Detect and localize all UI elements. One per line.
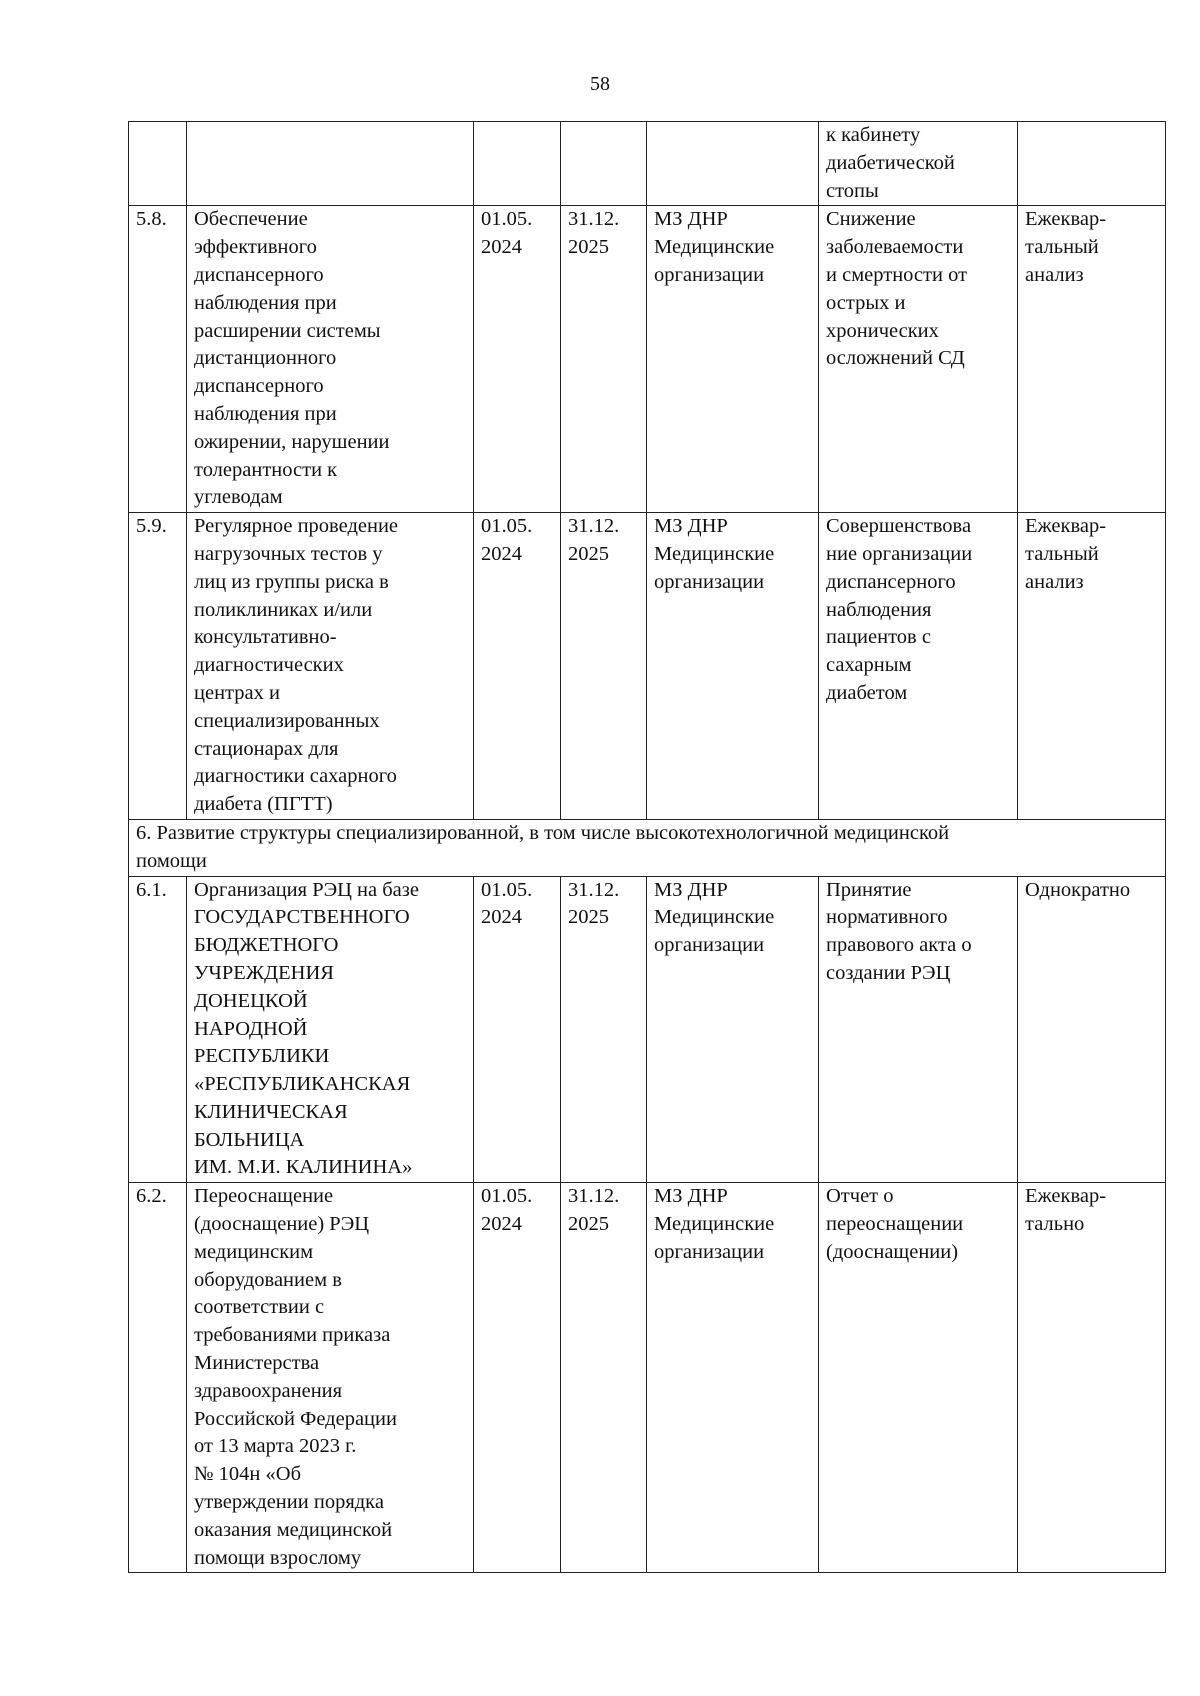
control-cell: Ежеквар- тальный анализ (1018, 513, 1166, 820)
start-date-cell: 01.05. 2024 (474, 876, 561, 1183)
start-date-cell: 01.05. 2024 (474, 513, 561, 820)
responsible-cell (647, 122, 819, 206)
table-row (129, 513, 1166, 820)
start-date-cell: 01.05. 2024 (474, 206, 561, 513)
row-number-cell: 5.9. (129, 513, 187, 820)
activity-cell: Регулярное проведение нагрузочных тестов у лиц из группы риска в поликлиниках и/или консультативно- диагностических центрах и специализированных стационарах для диагностики сахарного диабета (ПГТТ) (187, 513, 474, 820)
row-number-cell: 6.1. (129, 876, 187, 1183)
start-date-cell: 01.05. 2024 (474, 1183, 561, 1573)
end-date-cell: 31.12. 2025 (561, 206, 647, 513)
responsible-cell: МЗ ДНР Медицинские организации (647, 876, 819, 1183)
section-row (129, 819, 1166, 876)
row-number-cell: 6.2. (129, 1183, 187, 1573)
activity-cell: Переоснащение (дооснащение) РЭЦ медицинским оборудованием в соответствии с требованиями приказа Министерства здравоохранения Российской Федерации от 13 марта 2023 г. № 104н «Об утверждении порядка оказания медицинской помощи взрослому (187, 1183, 474, 1573)
table-body (129, 122, 1166, 1573)
activity-cell: Обеспечение эффективного диспансерного наблюдения при расширении системы дистанционного диспансерного наблюдения при ожирении, нарушении толерантности к углеводам (187, 206, 474, 513)
control-cell: Однократно (1018, 876, 1166, 1183)
table-row (129, 206, 1166, 513)
result-cell: Снижение заболеваемости и смертности от острых и хронических осложнений СД (819, 206, 1018, 513)
responsible-cell: МЗ ДНР Медицинские организации (647, 513, 819, 820)
end-date-cell: 31.12. 2025 (561, 876, 647, 1183)
control-cell: Ежеквар- тально (1018, 1183, 1166, 1573)
end-date-cell: 31.12. 2025 (561, 1183, 647, 1573)
end-date-cell: 31.12. 2025 (561, 513, 647, 820)
row-number-cell: 5.8. (129, 206, 187, 513)
result-cell: Отчет о переоснащении (дооснащении) (819, 1183, 1018, 1573)
control-cell: Ежеквар- тальный анализ (1018, 206, 1166, 513)
activity-cell: Организация РЭЦ на базе ГОСУДАРСТВЕННОГО БЮДЖЕТНОГО УЧРЕЖДЕНИЯ ДОНЕЦКОЙ НАРОДНОЙ РЕСПУБЛИКИ «РЕСПУБЛИКАНСКАЯ КЛИНИЧЕСКАЯ БОЛЬНИЦА ИМ. М.И. КАЛИНИНА» (187, 876, 474, 1183)
table-row (129, 1183, 1166, 1573)
end-date-cell (561, 122, 647, 206)
responsible-cell: МЗ ДНР Медицинские организации (647, 206, 819, 513)
section-heading: 6. Развитие структуры специализированной, в том числе высокотехнологичной медицинской помощи (129, 819, 1166, 876)
table-row (129, 876, 1166, 1183)
start-date-cell (474, 122, 561, 206)
row-number-cell (129, 122, 187, 206)
result-cell: к кабинету диабетической стопы (819, 122, 1018, 206)
action-plan-table (128, 121, 1166, 1573)
result-cell: Совершенствова ние организации диспансерного наблюдения пациентов с сахарным диабетом (819, 513, 1018, 820)
activity-cell (187, 122, 474, 206)
table-row (129, 122, 1166, 206)
page-number: 58 (590, 73, 610, 95)
responsible-cell: МЗ ДНР Медицинские организации (647, 1183, 819, 1573)
result-cell: Принятие нормативного правового акта о создании РЭЦ (819, 876, 1018, 1183)
control-cell (1018, 122, 1166, 206)
